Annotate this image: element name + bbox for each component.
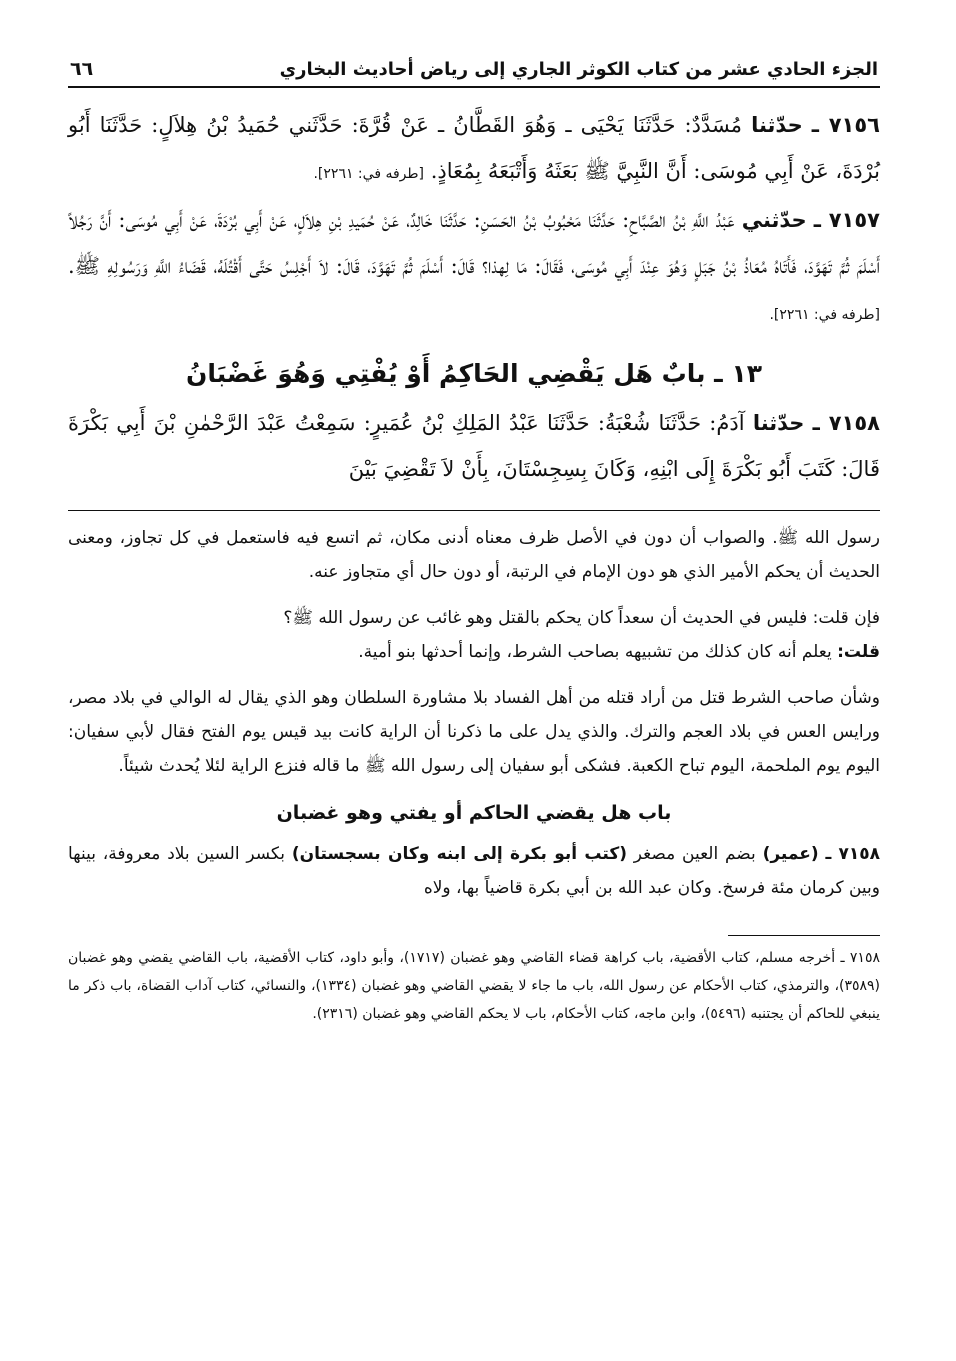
narration-lead: حدّثنا	[751, 113, 803, 137]
commentary-paragraph	[68, 601, 880, 635]
commentary-paragraph: رسول الله ﷺ. والصواب أن دون في الأصل ظرف معناه أدنى مكان، ثم اتسع فيه فاستعمل في كل تجاوز، ومعنى الحديث أن يحكم الأمير الذي هو دون الإمام في الرتبة، أو دون حال أي متجاوز عنه.	[68, 528, 880, 582]
hadith-text: مُسَدَّدٌ: حَدَّثَنَا يَحْيَى ـ وَهُوَ القَطَّانُ ـ عَنْ قُرَّةَ: حَدَّثَني حُمَيدُ بْنُ هِلاَلٍ: حَدَّثَنَا أَبُو بُرْدَةَ، عَنْ أَبِي مُوسَى: أَنَّ النَّبِيَّ ﷺ بَعَثَهُ وَأَتْبَعَهُ بِمُعَاذٍ.	[68, 113, 880, 183]
hadith-number: ٧١٥٨ ـ	[825, 844, 881, 864]
hadith-number: ٧١٥٨ ـ	[812, 411, 880, 435]
section-divider	[68, 510, 880, 511]
commentary-text: بضم العين مصغر	[633, 844, 756, 864]
hadith-7157	[68, 197, 880, 338]
footnote: ٧١٥٨ ـ أخرجه مسلم، كتاب الأقضية، باب كراهة قضاء القاضي وهو غضبان (١٧١٧)، وأبو داود، كتاب الأقضية، باب القاضي يقضي وهو غضبان (٣٥٨٩)، والترمذي، كتاب الأحكام عن رسول الله، باب ما جاء لا يقضي القاضي وهو غضبان (١٣٣٤)، والنسائي، كتاب آداب القضاة، باب ذكر ما ينبغي للحاكم أن يجتنبه (٥٤٩٦)، وابن ماجه، كتاب الأحكام، باب لا يحكم القاضي وهو غضبان (٢٣١٦).	[68, 950, 880, 1022]
commentary-section	[68, 521, 880, 905]
taraf-reference: [طرفه في: ٢٢٦١].	[313, 166, 424, 182]
taraf-reference: [طرفه في: ٢٢٦١].	[769, 307, 880, 323]
quoted-phrase: (عمير)	[762, 844, 819, 864]
page-number: ٦٦	[70, 58, 94, 80]
hadith-text: آدَمُ: حَدَّثَنَا شُعْبَةُ: حَدَّثَنَا عَبْدُ المَلِكِ بْنُ عُمَيرٍ: سَمِعْتُ عَبْدَ الرَّحْمٰنِ بْنَ أَبِي بَكْرَةَ قَالَ: كَتَبَ أَبُو بَكْرَةَ إِلَى ابْنِهِ، وَكَانَ بِسِجِسْتَانَ، بِأَنْ لاَ تَقْضِيَ بَيْنَ	[68, 411, 880, 481]
answer-lead: قلت:	[837, 642, 880, 662]
commentary-chapter-title: باب هل يقضي الحاكم أو يفتي وهو غضبان	[276, 802, 672, 824]
question-lead: فإن قلت:	[812, 608, 880, 628]
quoted-phrase: (كتب أبو بكرة إلى ابنه وكان بسجستان)	[291, 844, 627, 864]
hadith-number: ٧١٥٦ ـ	[811, 113, 880, 137]
commentary-text: بكسر السين بلاد معروفة، بينها وبين كرمان مئة فرسخ. وكان عبد الله بن أبي بكرة قاضياً بها، ولاه	[68, 844, 880, 898]
answer-text: يعلم أنه كان كذلك من تشبيهه بصاحب الشرط، وإنما أحدثها بنو أمية.	[358, 642, 832, 662]
hadith-7156	[68, 102, 880, 197]
narration-lead: حدّثني	[741, 208, 807, 232]
hadith-7158	[68, 400, 880, 492]
commentary-paragraph: وشأن صاحب الشرط قتل من أراد قتله من أهل الفساد بلا مشاورة السلطان وهو الذي يقال له الوالي في بلاد مصر، ورايس العس في بلاد العجم والترك. والذي يدل على ما ذكرنا أن الراية كانت بيد قيس يوم الفتح فقال لأبي سفيان: اليوم يوم الملحمة، اليوم تباح الكعبة. فشكى أبو سفيان إلى رسول الله ﷺ ما قاله فنزع الراية لئلا يُحدث شيئاً.	[68, 688, 880, 776]
question-text: فليس في الحديث أن سعداً كان يحكم بالقتل وهو غائب عن رسول الله ﷺ؟	[283, 608, 808, 628]
hadith-number: ٧١٥٧ ـ	[813, 208, 880, 232]
commentary-paragraph	[68, 635, 880, 669]
hadith-text: عَبْدُ اللَّهِ بْنُ الصَّبَّاحِ: حَدَّثَنَا مَحْبُوبُ بْنُ الحَسَنِ: حَدَّثَنَا خَالِدٌ، عَنْ حُمَيدِ بْنِ هِلاَلٍ، عَنْ أَبِي بُرْدَةَ، عَنْ أَبِي مُوسَى: أَنَّ رَجُلاً أَسْلَمَ ثُمَّ تَهَوَّدَ، فَأَتَاهُ مُعَاذُ بْنُ جَبَلٍ وَهُوَ عِنْدَ أَبِي مُوسَى، فَقَالَ: مَا لِهذا؟ قَالَ: أَسْلَمَ ثُمَّ تَهَوَّدَ، قَالَ: لاَ أَجْلِسُ حَتَّى أَقْتُلَهُ، قَضَاءُ اللَّهِ وَرَسُولِهِ ﷺ.	[68, 208, 880, 278]
narration-lead: حدّثنا	[752, 411, 805, 435]
hadith-section	[68, 102, 880, 492]
chapter-title: ١٣ ـ بابٌ هَل يَقْضِي الحَاكِمُ أَوْ يُفْتِي وَهُوَ غَضْبَانُ	[186, 359, 762, 388]
commentary-paragraph	[68, 837, 880, 905]
running-title: الجزء الحادي عشر من كتاب الكوثر الجاري إلى رياض أحاديث البخاري	[279, 59, 878, 80]
running-header	[68, 40, 880, 88]
book-page	[68, 40, 880, 1028]
footnote-rule	[728, 935, 880, 936]
